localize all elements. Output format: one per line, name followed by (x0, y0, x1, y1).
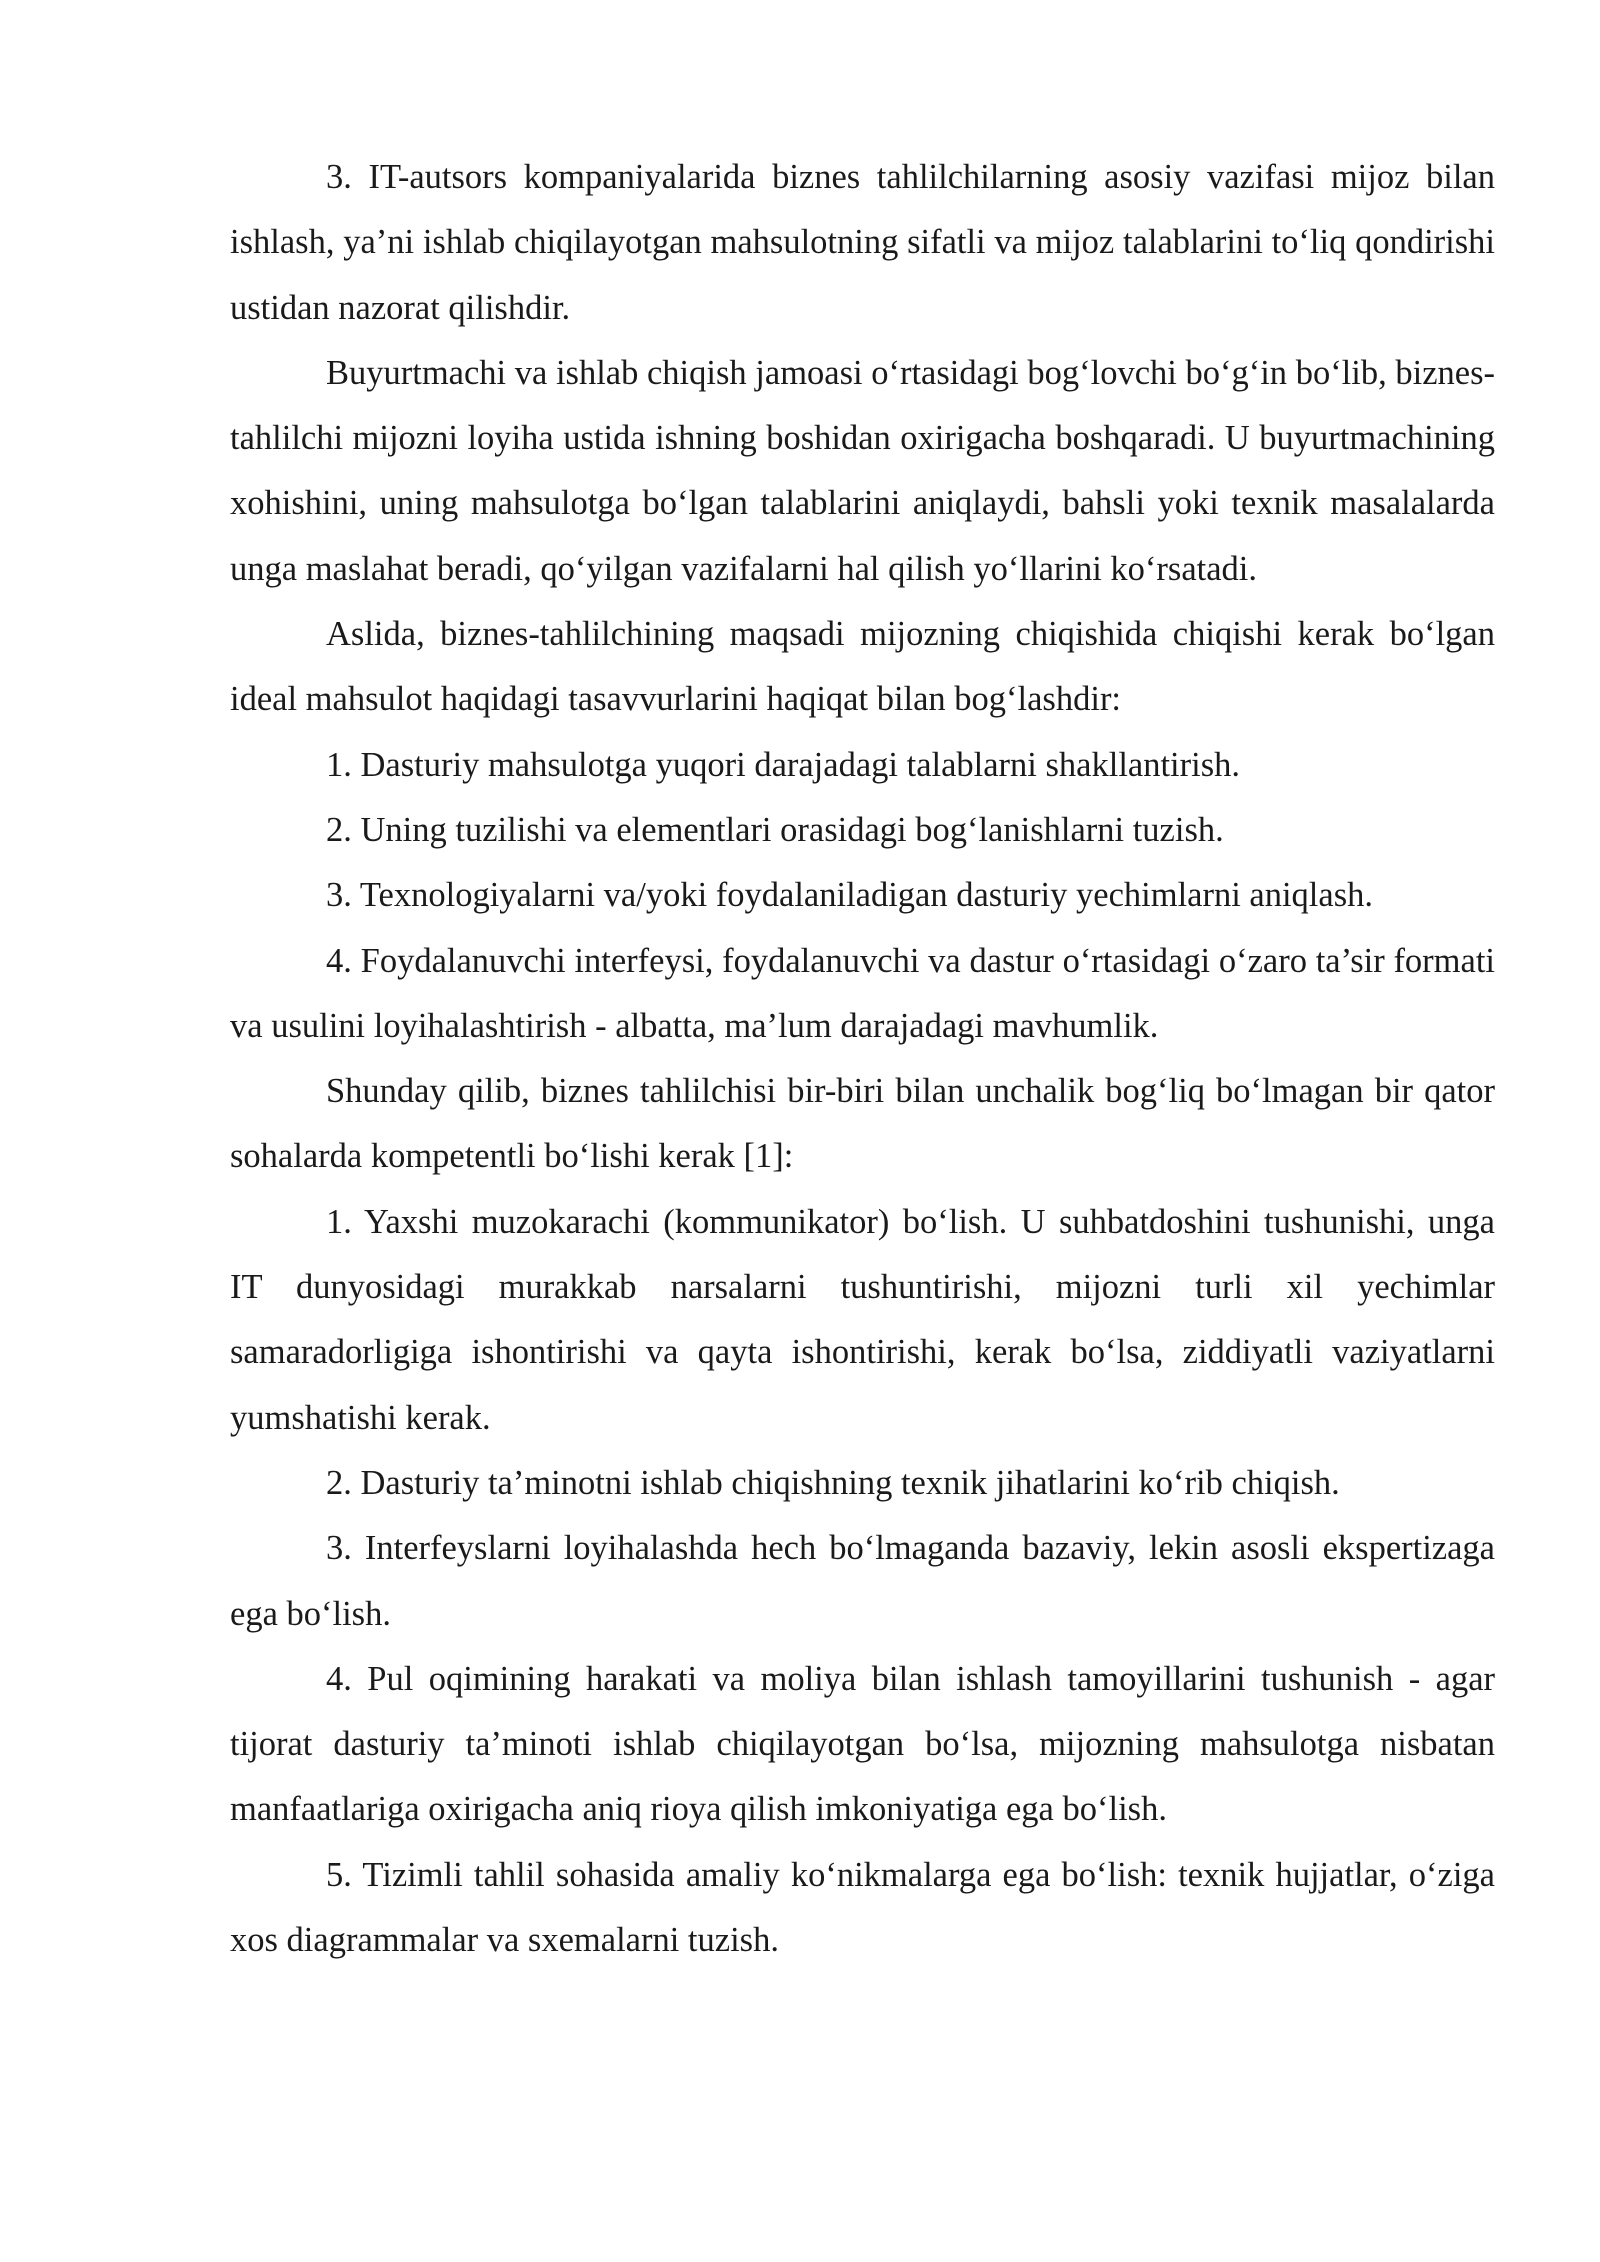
list-item-goal-2: 2. Uning tuzilishi va elementlari orasidagi bog‘lanishlarni tuzish. (326, 810, 1224, 849)
paragraph-analyst-goal: Aslida, biznes-tahlilchining maqsadi mijozning chiqishida chiqishi kerak bo‘lgan ideal mahsulot haqidagi tasavvurlarini haqiqat bilan bog‘lashdir: (230, 615, 1495, 719)
list-item-competency-3: 3. Interfeyslarni loyihalashda hech bo‘lmaganda bazaviy, lekin asosli ekspertizaga ega bo‘lish. (230, 1529, 1495, 1633)
paragraph-it-outsourcing-role: 3. IT-autsors kompaniyalarida biznes tahlilchilarning asosiy vazifasi mijoz bilan ishlash, ya’ni ishlab chiqilayotgan mahsulotning sifatli va mijoz talablarini to‘liq qondirishi ustidan nazorat qilishdir. (230, 158, 1495, 327)
list-item-competency-4: 4. Pul oqimining harakati va moliya bilan ishlash tamoyillarini tushunish - agar tijorat dasturiy ta’minoti ishlab chiqilayotgan bo‘lsa, mijozning mahsulotga nisbatan manfaatlariga oxirigacha aniq rioya qilish imkoniyatiga ega bo‘lish. (230, 1659, 1495, 1829)
list-item-goal-3: 3. Texnologiyalarni va/yoki foydalaniladigan dasturiy yechimlarni aniqlash. (326, 876, 1374, 915)
list-item-competency-1: 1. Yaxshi muzokarachi (kommunikator) bo‘lish. U suhbatdoshini tushunishi, unga IT dunyosidagi murakkab narsalarni tushuntirishi, mijozni turli xil yechimlar samaradorligiga ishontirishi va qayta ishontirishi, kerak bo‘lsa, ziddiyatli vaziyatlarni yumshatishi kerak. (230, 1202, 1495, 1437)
list-item-goal-4: 4. Foydalanuvchi interfeysi, foydalanuvchi va dastur o‘rtasidagi o‘zaro ta’sir formati va usulini loyihalashtirish - albatta, ma’lum darajadagi mavhumlik. (230, 941, 1495, 1045)
document-page (230, 145, 1495, 1973)
paragraph-client-liaison: Buyurtmachi va ishlab chiqish jamoasi o‘rtasidagi bog‘lovchi bo‘g‘in bo‘lib, biznes-tahlilchi mijozni loyiha ustida ishning boshidan oxirigacha boshqaradi. U buyurtmachining xohishini, uning mahsulotga bo‘lgan talablarini aniqlaydi, bahsli yoki texnik masalalarda unga maslahat beradi, qo‘yilgan vazifalarni hal qilish yo‘llarini ko‘rsatadi. (230, 353, 1495, 588)
paragraph-competencies-intro: Shunday qilib, biznes tahlilchisi bir-biri bilan unchalik bog‘liq bo‘lmagan bir qator sohalarda kompetentli bo‘lishi kerak [1]: (230, 1072, 1495, 1176)
list-item-competency-5: 5. Tizimli tahlil sohasida amaliy ko‘nikmalarga ega bo‘lish: texnik hujjatlar, o‘ziga xos diagrammalar va sxemalarni tuzish. (230, 1855, 1495, 1960)
list-item-goal-1: 1. Dasturiy mahsulotga yuqori darajadagi talablarni shakllantirish. (326, 745, 1241, 784)
list-item-competency-2: 2. Dasturiy ta’minotni ishlab chiqishning texnik jihatlarini ko‘rib chiqish. (326, 1463, 1340, 1502)
